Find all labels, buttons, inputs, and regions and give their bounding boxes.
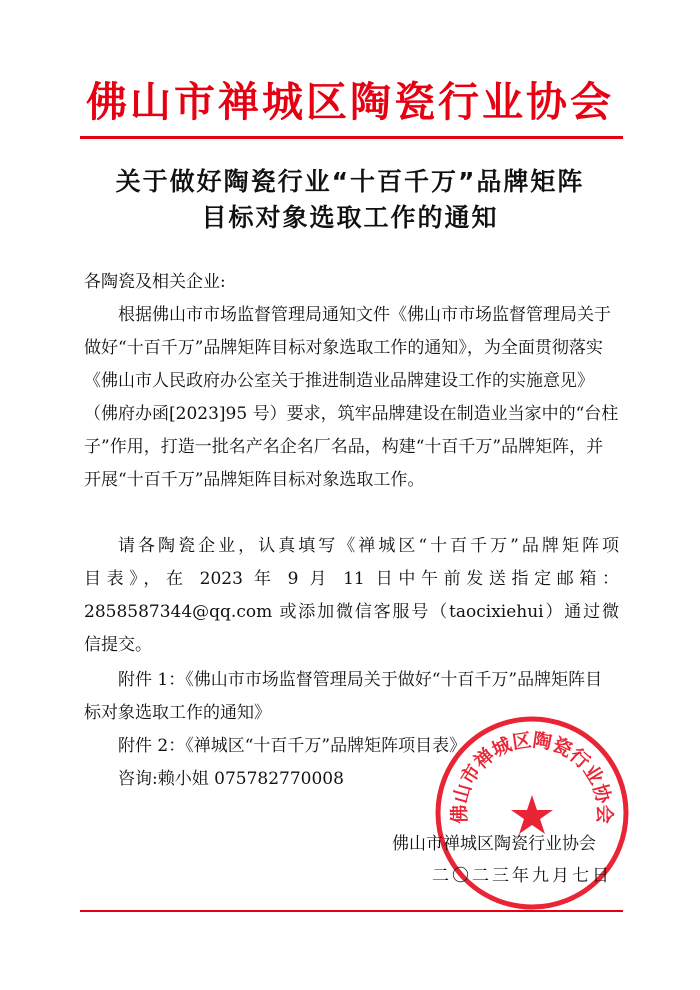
paragraph-2-line-2: 目表》，在 2023 年 9 月 11 日中午前发送指定邮箱： [84, 569, 619, 589]
paragraph-1: 根据佛山市市场监督管理局通知文件《佛山市市场监督管理局关于做好“十百千万”品牌矩阵目标对象选取工作的通知》，为全面贯彻落实《佛山市人民政府办公室关于推进制造业品牌建设工作的实施意见》（佛府办函[2023]95 号）要求，筑牢品牌建设在制造业当家中的“台柱子”作用，打造一批名产名企名厂名品，构建“十百千万”品牌矩阵，并开展“十百千万”品牌矩阵目标对象选取工作。 [84, 305, 619, 490]
svg-text:佛山市禅城区陶瓷行业协会: 佛山市禅城区陶瓷行业协会 [448, 729, 616, 824]
header-org-name: 佛山市禅城区陶瓷行业协会 [86, 78, 614, 126]
signature-org: 佛山市禅城区陶瓷行业协会 [392, 834, 596, 854]
signature-date: 二〇二三年九月七日 [432, 866, 612, 886]
attachment-1: 附件 1：《佛山市市场监督管理局关于做好“十百千万”品牌矩阵目标对象选取工作的通知》 [84, 670, 603, 723]
paragraph-2 [84, 530, 619, 662]
salutation: 各陶瓷及相关企业: [84, 272, 226, 292]
document-title [0, 164, 700, 236]
document-title-line-2: 目标对象选取工作的通知 [201, 203, 499, 232]
attachment-2: 附件 2：《禅城区“十百千万”品牌矩阵项目表》 [118, 736, 467, 756]
header-divider [80, 136, 623, 139]
paragraph-2-line-4: 信提交。 [84, 635, 152, 655]
paragraph-2-line-1: 请各陶瓷企业，认真填写《禅城区“十百千万”品牌矩阵项 [118, 536, 619, 556]
paragraph-2-line-3: 2858587344@qq.com 或添加微信客服号（taocixiehui）通过微 [84, 602, 619, 622]
document-title-line-1: 关于做好陶瓷行业“十百千万”品牌矩阵 [115, 167, 585, 196]
contact-info: 咨询:赖小姐 075782770008 [118, 769, 344, 789]
footer-divider [80, 910, 623, 912]
